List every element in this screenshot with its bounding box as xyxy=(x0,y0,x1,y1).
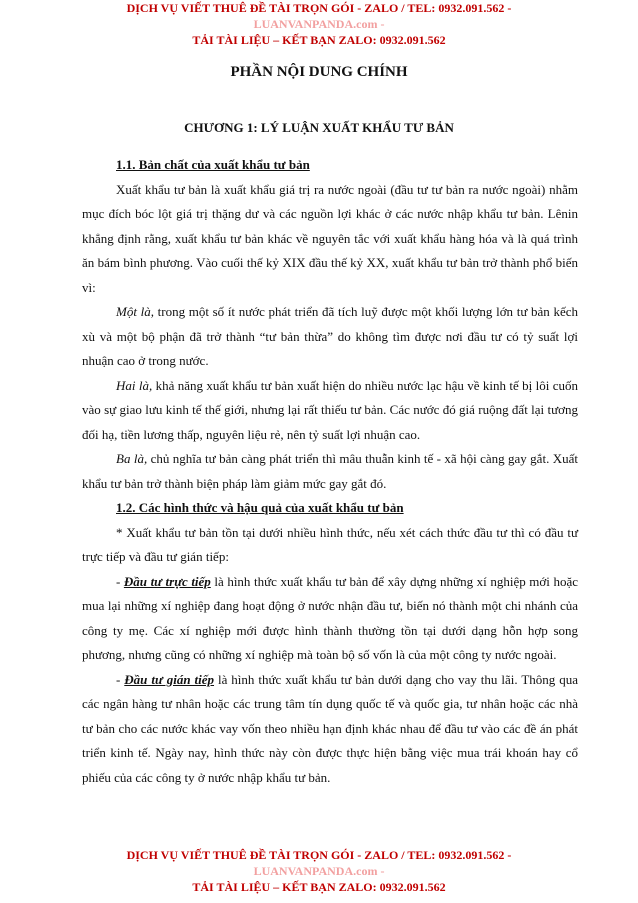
reason-three-label: Ba là, xyxy=(116,451,148,466)
section-1-1-paragraph-2 xyxy=(82,300,578,374)
indirect-investment-term: Đầu tư gián tiếp xyxy=(124,671,215,687)
footer-banner xyxy=(0,847,638,895)
section-1-1-paragraph-4 xyxy=(82,447,578,496)
section-1-1-heading: 1.1. Bản chất của xuất khẩu tư bản xyxy=(116,157,310,172)
reason-two-text: khả năng xuất khẩu tư bản xuất hiện do nhiều nước lạc hậu về kinh tế bị lôi cuốn vào sự giao lưu kinh tế thế giới, nhưng lại rất thiếu tư bản. Các nước đó giá ruộng đất lại tương đối hạ, tiền lương thấp, nguyên liệu rẻ, nên tỷ suất lợi nhuận cao. xyxy=(82,377,578,442)
page-title: PHẦN NỘI DUNG CHÍNH xyxy=(230,64,408,80)
section-1-2-paragraph-1: * Xuất khẩu tư bản tồn tại dưới nhiều hình thức, nếu xét cách thức đầu tư thì có đầu tư trực tiếp và đầu tư gián tiếp: xyxy=(82,524,578,564)
direct-investment-term: Đầu tư trực tiếp xyxy=(123,573,211,589)
reason-three-text: chủ nghĩa tư bản càng phát triển thì mâu thuẫn kinh tế - xã hội càng gay gắt. Xuất khẩu tư bản trở thành biện pháp làm giảm mức gay gắt đó. xyxy=(82,451,578,491)
indirect-investment-dash: - xyxy=(116,671,125,687)
reason-one-label: Một là, xyxy=(116,304,154,319)
header-banner-line-3: TẢI TÀI LIỆU – KẾT BẠN ZALO: 0932.091.562 xyxy=(192,33,446,47)
reason-two-label: Hai là, xyxy=(116,377,153,393)
direct-investment-text: là hình thức xuất khẩu tư bản để xây dựng những xí nghiệp mới hoặc mua lại những xí nghiệp đang hoạt động ở nước nhận đầu tư, biến nó thành một chi nhánh của công ty mẹ. Các xí nghiệp mới được hình thành thường tồn tại dưới dạng hỗn hợp song phương, nhưng cũng có những xí nghiệp mà toàn bộ số vốn là của một công ty nước ngoài. xyxy=(82,573,578,662)
footer-banner-line-3: TẢI TÀI LIỆU – KẾT BẠN ZALO: 0932.091.562 xyxy=(192,880,446,894)
direct-investment-dash: - xyxy=(116,573,124,589)
section-1-1-paragraph-1: Xuất khẩu tư bản là xuất khẩu giá trị ra nước ngoài (đầu tư tư bản ra nước ngoài) nhằm mục đích bóc lột giá trị thặng dư và các nguồn lợi khác ở các nước nhập khẩu tư bản. Lênin khẳng định rằng, xuất khẩu tư bản khác về nguyên tắc với xuất khẩu hàng hóa và là quá trình ăn bám bình phương. Vào cuối thế kỷ XIX đầu thế kỷ XX, xuất khẩu tư bản trở thành phổ biến vì: xyxy=(82,181,578,295)
footer-banner-line-1: DỊCH VỤ VIẾT THUÊ ĐỀ TÀI TRỌN GÓI - ZALO / TEL: 0932.091.562 - xyxy=(126,848,512,862)
footer-banner-line-2: LUANVANPANDA.com - xyxy=(253,864,385,878)
reason-one-text: trong một số ít nước phát triển đã tích luỹ được một khối lượng lớn tư bản kếch xù và một bộ phận đã trở thành “tư bản thừa” do không tìm được nơi đầu tư có tỷ suất lợi nhuận cao ở trong nước. xyxy=(82,304,578,368)
section-1-2-paragraph-2 xyxy=(82,570,578,668)
section-1-2-paragraph-3 xyxy=(82,668,578,791)
indirect-investment-text: là hình thức xuất khẩu tư bản dưới dạng cho vay thu lãi. Thông qua các ngân hàng tư nhân hoặc các trung tâm tín dụng quốc tế và quốc gia, tư nhân hoặc các nhà tư bản cho các nước khác vay vốn theo nhiều hạn định khác nhau để đầu tư vào các đề án phát triển kinh tế. Ngày nay, hình thức này còn được thực hiện bằng việc mua trái khoán hay cổ phiếu của các công ty ở nước nhập khẩu tư bản. xyxy=(82,671,578,785)
document-body xyxy=(82,153,578,790)
chapter-title: CHƯƠNG 1: LÝ LUẬN XUẤT KHẨU TƯ BẢN xyxy=(184,120,454,135)
header-banner-line-1: DỊCH VỤ VIẾT THUÊ ĐỀ TÀI TRỌN GÓI - ZALO / TEL: 0932.091.562 - xyxy=(126,1,512,15)
header-banner-line-2: LUANVANPANDA.com - xyxy=(253,17,385,31)
section-1-1-paragraph-3 xyxy=(82,374,578,448)
header-banner xyxy=(0,0,638,48)
section-1-2-heading: 1.2. Các hình thức và hậu quả của xuất khẩu tư bản xyxy=(116,500,404,515)
